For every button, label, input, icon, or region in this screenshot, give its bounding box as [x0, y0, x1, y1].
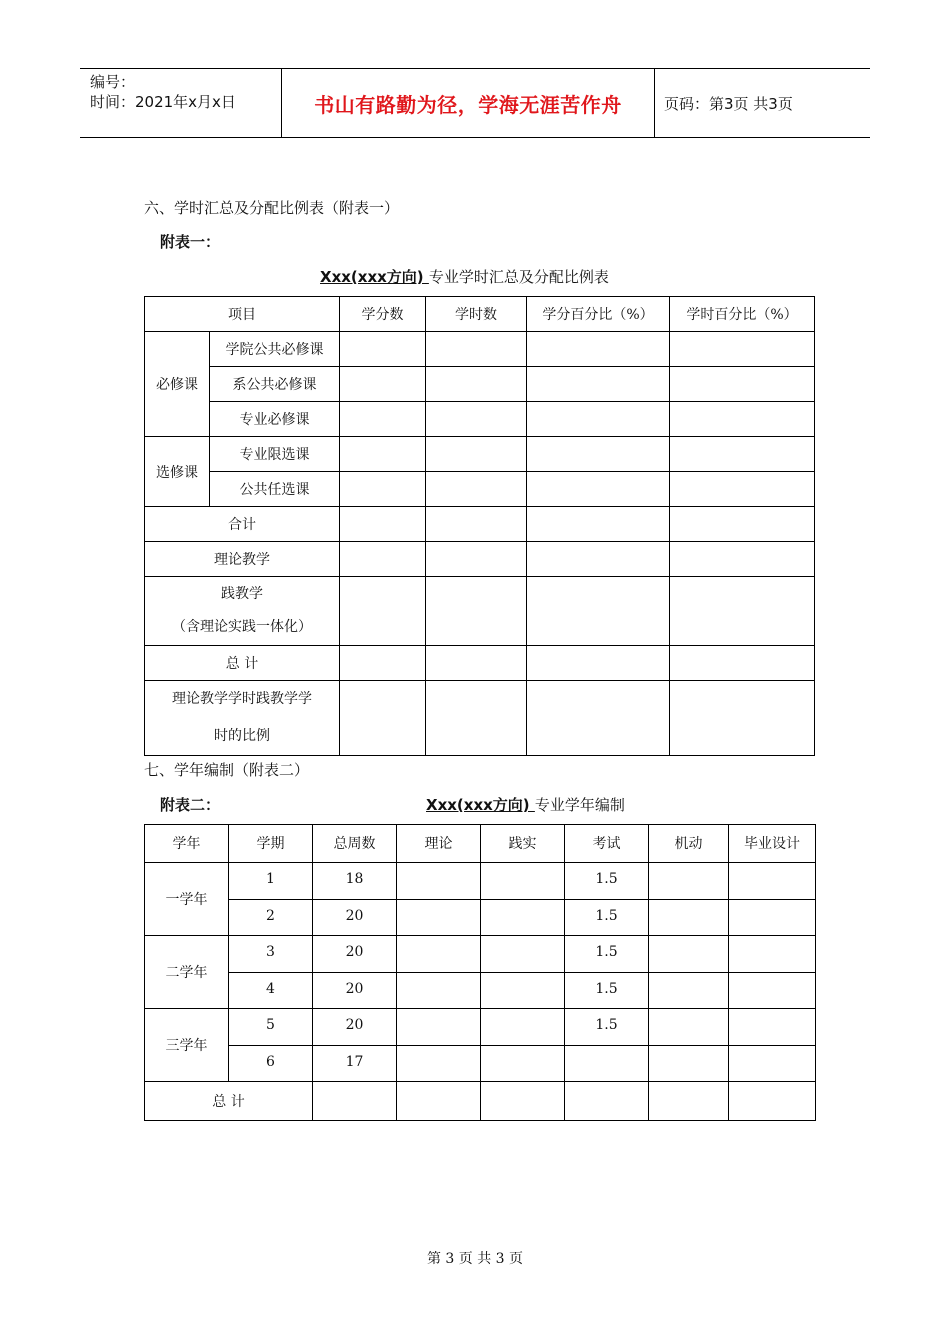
cell [649, 863, 729, 900]
cell [729, 936, 816, 973]
table-row [145, 863, 816, 900]
row-label: 专业必修课 [210, 402, 340, 437]
row-label-total: 总 计 [145, 1082, 313, 1121]
table-row [145, 1046, 816, 1082]
table-row [145, 542, 815, 577]
cell [481, 1009, 565, 1046]
exam-cell: 1.5 [565, 900, 649, 936]
term-cell: 4 [229, 973, 313, 1009]
practice-line-2: （含理论实践一体化） [172, 619, 312, 635]
cell [426, 332, 527, 367]
col-header-item: 项目 [145, 297, 340, 332]
cell [527, 402, 670, 437]
table-row [145, 646, 815, 681]
table-row [145, 577, 815, 646]
cell [426, 437, 527, 472]
group-required: 必修课 [145, 332, 210, 437]
cell [340, 681, 426, 756]
cell [670, 367, 815, 402]
table-row [145, 367, 815, 402]
cell [481, 863, 565, 900]
col-header-practice: 践实 [481, 825, 565, 863]
cell [649, 936, 729, 973]
row-label-subtotal: 合计 [145, 507, 340, 542]
cell [729, 973, 816, 1009]
section7-heading: 七、学年编制（附表二） [144, 761, 310, 779]
header-meta [80, 69, 281, 137]
cell [340, 472, 426, 507]
cell [729, 1046, 816, 1082]
cell [426, 402, 527, 437]
table1-title-major: Xxx(xxx方向) [320, 268, 429, 286]
cell [527, 367, 670, 402]
weeks-cell: 17 [313, 1046, 397, 1082]
row-label: 学院公共必修课 [210, 332, 340, 367]
year-1: 一学年 [145, 863, 229, 936]
table-row [145, 332, 815, 367]
exam-cell: 1.5 [565, 973, 649, 1009]
weeks-cell: 20 [313, 900, 397, 936]
row-label: 专业限选课 [210, 437, 340, 472]
cell [527, 542, 670, 577]
cell [729, 863, 816, 900]
term-cell: 3 [229, 936, 313, 973]
cell [670, 577, 815, 646]
exam-cell: 1.5 [565, 1009, 649, 1046]
col-header-term: 学期 [229, 825, 313, 863]
cell [340, 507, 426, 542]
cell [649, 973, 729, 1009]
row-label-practice [145, 577, 340, 646]
cell [481, 973, 565, 1009]
cell [649, 1082, 729, 1121]
page-footer: 第 3 页 共 3 页 [426, 1251, 524, 1267]
row-label-ratio [145, 681, 340, 756]
section6-heading: 六、学时汇总及分配比例表（附表一） [144, 199, 400, 217]
cell [729, 900, 816, 936]
weeks-cell: 20 [313, 1009, 397, 1046]
col-header-hours: 学时数 [426, 297, 527, 332]
table2-title-rest: 专业学年编制 [534, 796, 625, 814]
col-header-flexible: 机动 [649, 825, 729, 863]
cell [340, 332, 426, 367]
cell [527, 681, 670, 756]
cell [670, 646, 815, 681]
row-label: 系公共必修课 [210, 367, 340, 402]
motto-text: 书山有路勤为径，学海无涯苦作舟 [314, 92, 622, 117]
cell [426, 472, 527, 507]
table-row [145, 900, 816, 936]
table-row [145, 1082, 816, 1121]
cell [397, 936, 481, 973]
cell [481, 900, 565, 936]
cell [426, 646, 527, 681]
cell [527, 507, 670, 542]
ratio-line-1: 理论教学学时践教学学 [172, 691, 312, 707]
term-cell: 1 [229, 863, 313, 900]
cell [397, 863, 481, 900]
cell [670, 681, 815, 756]
cell [340, 542, 426, 577]
header-motto [281, 69, 655, 137]
page-info: 页码：第3页 共3页 [664, 94, 793, 113]
cell [481, 1046, 565, 1082]
table1-title-rest: 专业学时汇总及分配比例表 [428, 268, 609, 286]
ratio-line-2: 时的比例 [214, 728, 270, 744]
cell [527, 332, 670, 367]
cell [670, 507, 815, 542]
serial-label: 编号： [90, 73, 136, 91]
table1-title [320, 266, 609, 287]
table1-label: 附表一： [160, 233, 221, 251]
exam-cell [565, 1046, 649, 1082]
page-header [80, 68, 870, 138]
term-cell: 6 [229, 1046, 313, 1082]
table-row [145, 973, 816, 1009]
table2-label: 附表二： [160, 796, 221, 814]
cell [670, 437, 815, 472]
cell [481, 1082, 565, 1121]
exam-cell: 1.5 [565, 936, 649, 973]
cell [397, 900, 481, 936]
table-row [145, 437, 815, 472]
cell [426, 367, 527, 402]
year-2: 二学年 [145, 936, 229, 1009]
cell [426, 507, 527, 542]
cell [426, 577, 527, 646]
table-row [145, 402, 815, 437]
cell [670, 542, 815, 577]
cell [481, 936, 565, 973]
term-cell: 5 [229, 1009, 313, 1046]
table-row [145, 936, 816, 973]
cell [340, 577, 426, 646]
credit-hours-table [144, 296, 815, 756]
table-row [145, 1009, 816, 1046]
col-header-year: 学年 [145, 825, 229, 863]
cell [313, 1082, 397, 1121]
weeks-cell: 18 [313, 863, 397, 900]
cell [397, 973, 481, 1009]
table-row [145, 472, 815, 507]
cell [426, 681, 527, 756]
col-header-credit-percent: 学分百分比（%） [527, 297, 670, 332]
cell [340, 402, 426, 437]
practice-line-1: 践教学 [221, 586, 263, 602]
row-label-theory: 理论教学 [145, 542, 340, 577]
col-header-theory: 理论 [397, 825, 481, 863]
cell [729, 1009, 816, 1046]
cell [670, 332, 815, 367]
weeks-cell: 20 [313, 936, 397, 973]
col-header-credits: 学分数 [340, 297, 426, 332]
table-row [145, 507, 815, 542]
cell [649, 900, 729, 936]
cell [397, 1082, 481, 1121]
cell [670, 472, 815, 507]
table2-header-row [145, 825, 816, 863]
academic-year-table [144, 824, 816, 1121]
col-header-exam: 考试 [565, 825, 649, 863]
table-row [145, 681, 815, 756]
cell [340, 367, 426, 402]
cell [649, 1009, 729, 1046]
cell [527, 472, 670, 507]
row-label: 公共任选课 [210, 472, 340, 507]
date-line: 时间：2021年x月x日 [90, 93, 236, 111]
cell [340, 437, 426, 472]
col-header-hour-percent: 学时百分比（%） [670, 297, 815, 332]
group-elective: 选修课 [145, 437, 210, 507]
cell [397, 1046, 481, 1082]
weeks-cell: 20 [313, 973, 397, 1009]
table2-title [426, 794, 625, 815]
cell [527, 437, 670, 472]
table2-title-major: Xxx(xxx方向) [426, 796, 535, 814]
cell [527, 577, 670, 646]
col-header-weeks: 总周数 [313, 825, 397, 863]
cell [426, 542, 527, 577]
table1-header-row [145, 297, 815, 332]
cell [670, 402, 815, 437]
cell [565, 1082, 649, 1121]
col-header-graduation-design: 毕业设计 [729, 825, 816, 863]
row-label-total: 总 计 [145, 646, 340, 681]
exam-cell: 1.5 [565, 863, 649, 900]
cell [729, 1082, 816, 1121]
cell [649, 1046, 729, 1082]
cell [527, 646, 670, 681]
term-cell: 2 [229, 900, 313, 936]
year-3: 三学年 [145, 1009, 229, 1082]
cell [397, 1009, 481, 1046]
cell [340, 646, 426, 681]
